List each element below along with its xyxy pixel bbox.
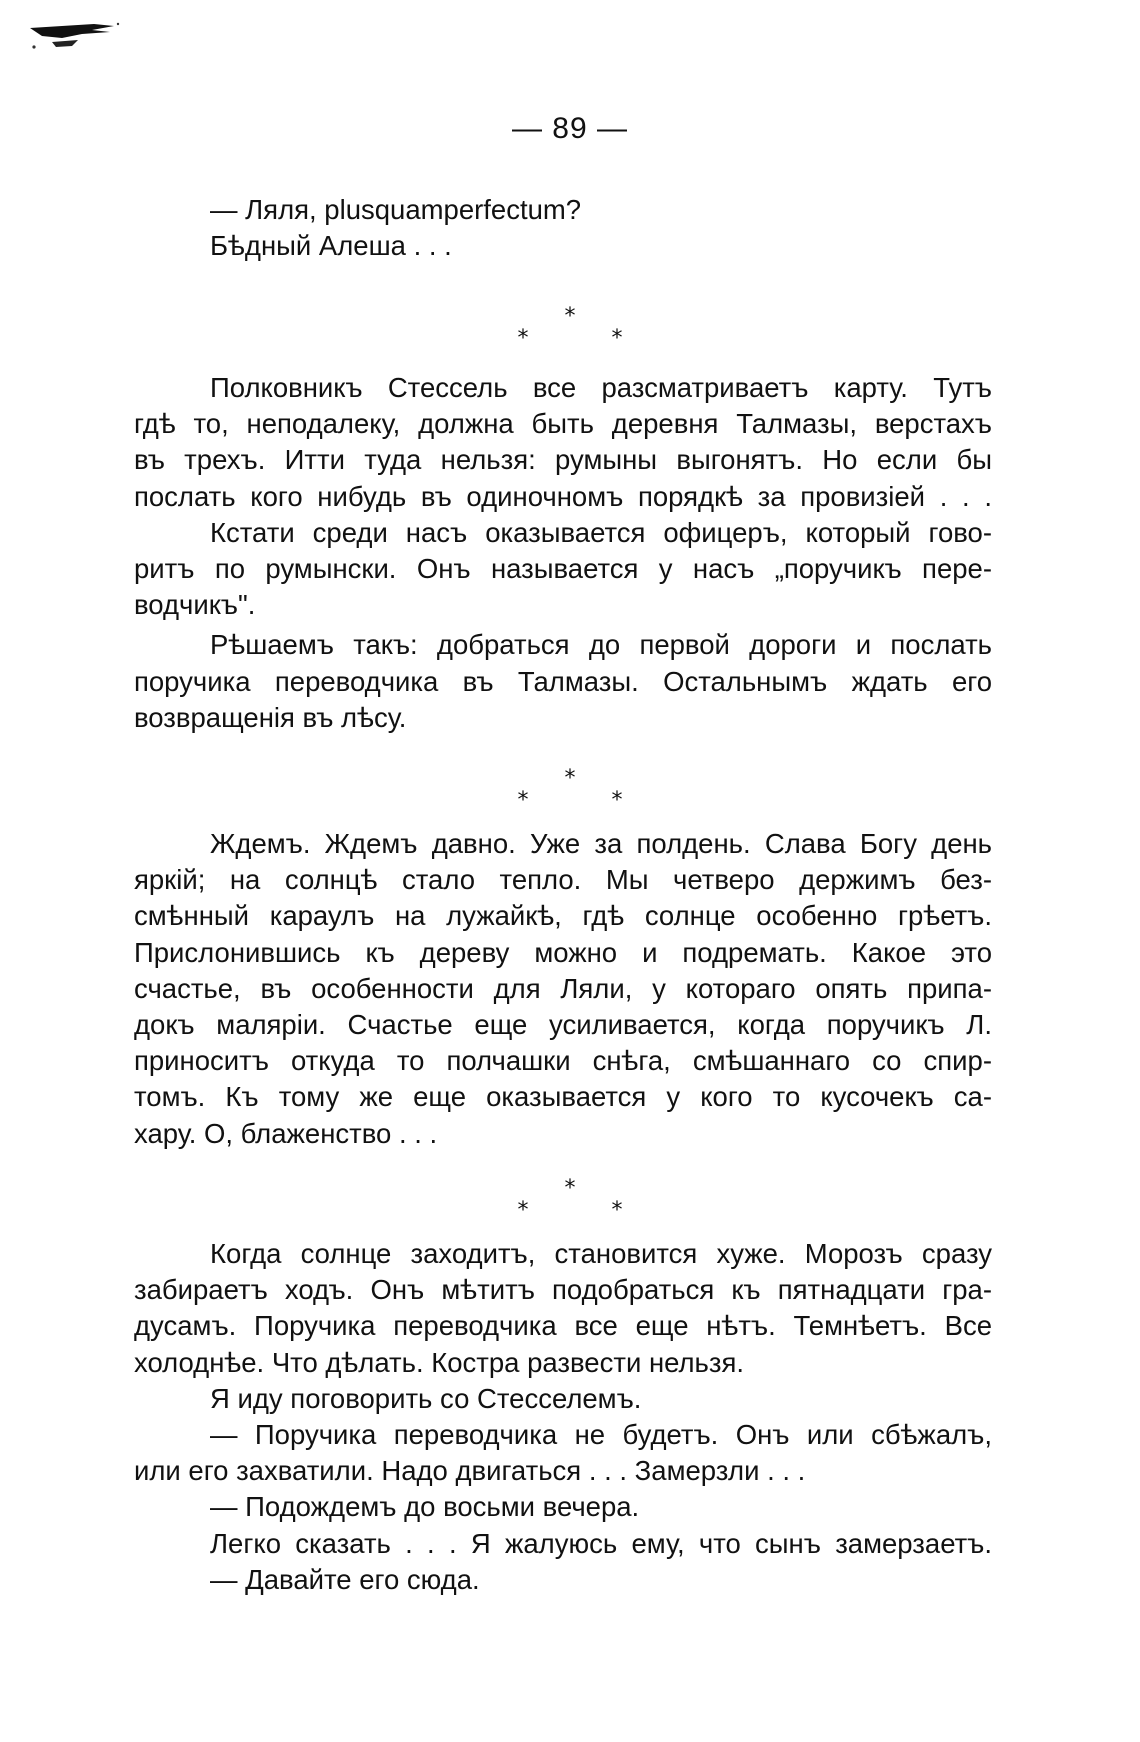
section-separator-3 bbox=[0, 1178, 1140, 1222]
text-line: возвращенiя въ лѣсу. bbox=[134, 701, 407, 733]
text-line: докъ малярiи. Счастье еще усиливается, когда поручикъ Л. bbox=[134, 1009, 992, 1041]
section-3 bbox=[134, 826, 992, 1152]
text-line: послать кого нибудь въ одиночномъ порядкѣ за провизiей . . . bbox=[134, 480, 992, 512]
text-line: томъ. Къ тому же еще оказывается у кого то кусочекъ са- bbox=[134, 1081, 992, 1113]
text-line: смѣнный караулъ на лужайкѣ, гдѣ солнце особенно грѣетъ. bbox=[134, 900, 992, 932]
text-line: Прислонившись къ дереву можно и подремать. Какое это bbox=[134, 936, 992, 968]
text-line: или его захватили. Надо двигаться . . . Замерзли . . . bbox=[134, 1455, 806, 1487]
text-line: въ трехъ. Итти туда нельзя: румыны выгонятъ. Но если бы bbox=[134, 444, 992, 476]
separator-star-top: * bbox=[564, 304, 576, 329]
text-line: водчикъ". bbox=[134, 589, 256, 621]
section-4 bbox=[134, 1236, 992, 1598]
separator-stars-bottom: * * bbox=[517, 788, 661, 813]
text-line: Кстати среди насъ оказывается офицеръ, который гово- bbox=[210, 516, 992, 548]
text-line: — Давайте его сюда. bbox=[210, 1563, 480, 1595]
separator-stars-bottom: * * bbox=[517, 326, 661, 351]
separator-stars-bottom: * * bbox=[517, 1198, 661, 1223]
text-line: — Поручика переводчика не будетъ. Онъ или сбѣжалъ, bbox=[210, 1419, 992, 1451]
section-separator-1 bbox=[0, 306, 1140, 350]
text-line bbox=[134, 192, 992, 228]
dialogue-line: — Ляля, plusquamperfectum? bbox=[210, 194, 582, 225]
section-1 bbox=[134, 192, 992, 264]
text-line: — Подождемъ до восьми вечера. bbox=[210, 1491, 640, 1523]
page-number: — 89 — bbox=[511, 112, 629, 145]
text-line: холоднѣе. Что дѣлать. Костра развести нельзя. bbox=[134, 1346, 745, 1378]
text-line: яркiй; на солнцѣ стало тепло. Мы четверо держимъ без- bbox=[134, 864, 992, 896]
text-line: счастье, въ особенности для Ляли, у котораго опять припа- bbox=[134, 972, 992, 1004]
text-line: поручика переводчика въ Талмазы. Остальнымъ ждать его bbox=[134, 665, 992, 697]
text-line: ритъ по румынски. Онъ называется у насъ „поручикъ пере- bbox=[134, 553, 992, 585]
text-line: Бѣдный Алеша . . . bbox=[210, 230, 452, 262]
text-line: забираетъ ходъ. Онъ мѣтитъ подобраться къ пятнадцати гра- bbox=[134, 1274, 992, 1306]
text-line: гдѣ то, неподалеку, должна быть деревня Талмазы, верстахъ bbox=[134, 408, 992, 440]
text-line: Ждемъ. Ждемъ давно. Уже за полдень. Слава Богу день bbox=[210, 828, 992, 859]
separator-star-top: * bbox=[564, 766, 576, 791]
section-2 bbox=[134, 370, 992, 736]
section-separator-2 bbox=[0, 768, 1140, 812]
text-line: хару. О, блаженство . . . bbox=[134, 1117, 438, 1149]
separator-star-top: * bbox=[564, 1176, 576, 1201]
text-line: Легко сказать . . . Я жалуюсь ему, что сынъ замерзаетъ. bbox=[210, 1527, 992, 1559]
text-line: Когда солнце заходитъ, становится хуже. Морозъ сразу bbox=[210, 1238, 992, 1269]
scan-smudge-mark bbox=[22, 20, 122, 50]
text-line: Полковникъ Стессель все разсматриваетъ карту. Тутъ bbox=[210, 372, 992, 403]
text-line: дусамъ. Поручика переводчика все еще нѣтъ. Темнѣетъ. Все bbox=[134, 1310, 992, 1342]
text-line: Рѣшаемъ такъ: добраться до первой дороги и послать bbox=[210, 629, 992, 661]
text-line: приноситъ откуда то полчашки снѣга, смѣшаннаго со спир- bbox=[134, 1045, 992, 1077]
text-line: Я иду поговорить со Стесселемъ. bbox=[210, 1382, 642, 1414]
